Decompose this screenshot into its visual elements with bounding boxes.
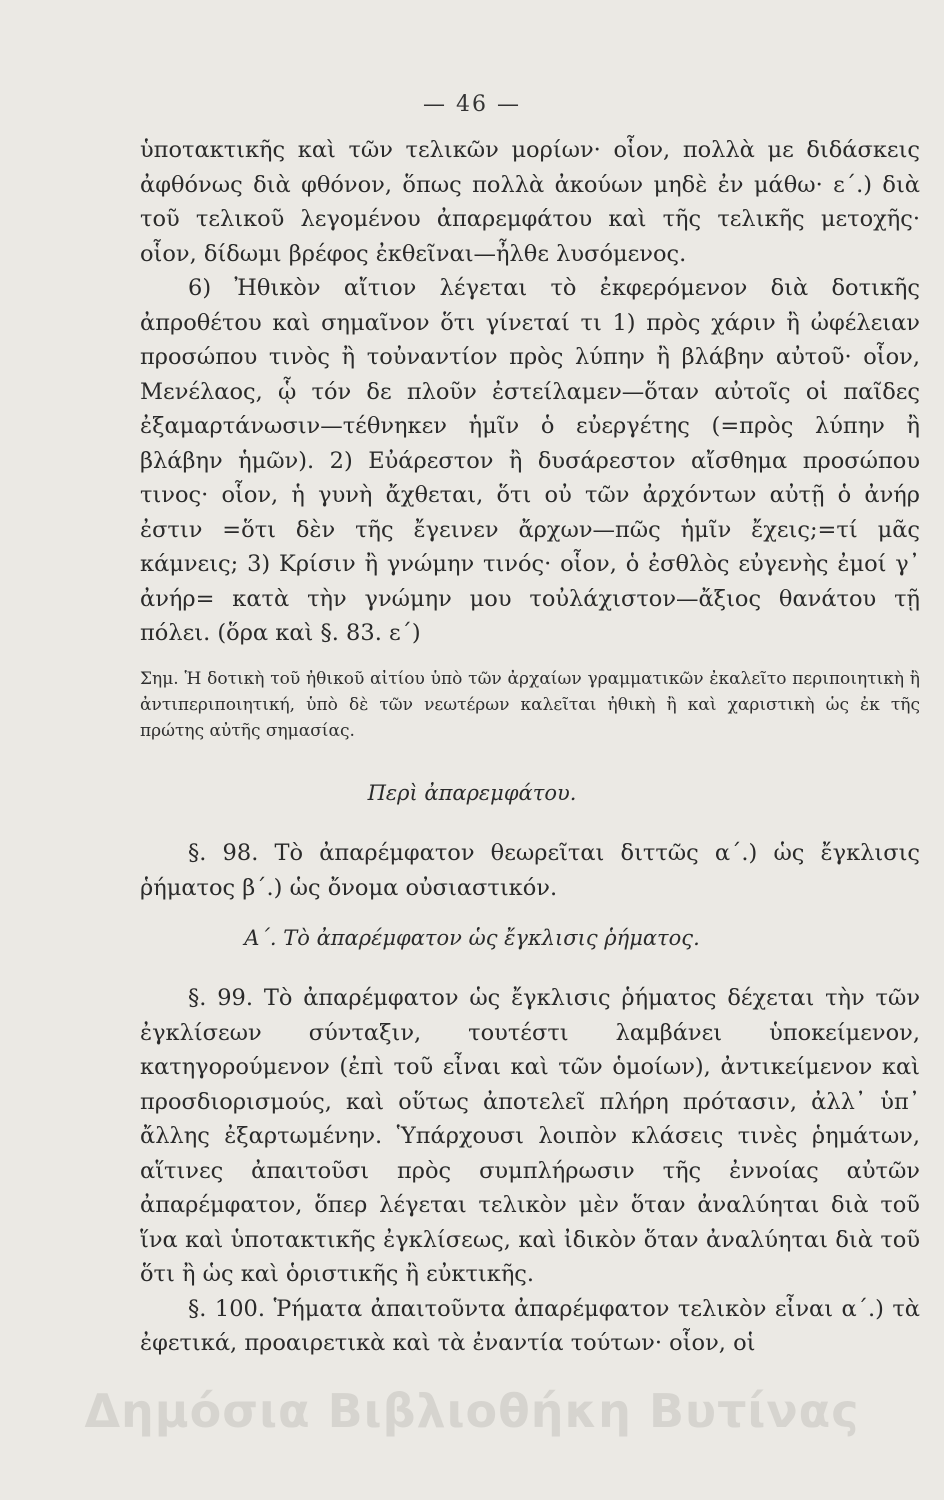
- page-number: — 46 —: [423, 92, 521, 117]
- section-98-text: §. 98. Τὸ ἀπαρέμφατον θεωρεῖται διττῶς α΄.) ὡς ἔγκλισις ῥήματος β΄.) ὡς ὄνομα οὐσιαστικόν.: [140, 840, 920, 901]
- footnote: [140, 666, 920, 744]
- section-98: [140, 836, 920, 905]
- library-watermark: Δημόσια Βιβλιοθήκη Βυτίνας: [84, 1384, 860, 1438]
- section-99-text: §. 99. Τὸ ἀπαρέμφατον ὡς ἔγκλισις ῥήματος δέχεται τὴν τῶν ἐγκλίσεων σύνταξιν, τουτέστι λαμβάνει ὑποκείμενον, κατηγορούμενον (ἐπὶ τοῦ εἶναι καὶ τῶν ὁμοίων), ἀντικείμενον καὶ προσδιορισμούς, καὶ οὕτως ἀποτελεῖ πλήρη πρότασιν, ἀλλ᾽ ὑπ᾽ ἄλλης ἐξαρτωμένην. Ὑπάρχουσι λοιπὸν κλάσεις τινὲς ῥημάτων, αἵτινες ἀπαιτοῦσι πρὸς συμπλήρωσιν τῆς ἐννοίας αὐτῶν ἀπαρέμφατον, ὅπερ λέγεται τελικὸν μὲν ὅταν ἀναλύηται διὰ τοῦ ἵνα καὶ ὑποτακτικῆς ἐγκλίσεως, καὶ ἰδικὸν ὅταν ἀναλύηται διὰ τοῦ ὅτι ἢ ὡς καὶ ὁριστικῆς ἢ εὐκτικῆς.: [140, 985, 920, 1287]
- main-text: [140, 133, 920, 651]
- section-100-text: §. 100. Ῥήματα ἀπαιτοῦντα ἀπαρέμφατον τελικὸν εἶναι α΄.) τὰ ἐφετικά, προαιρετικὰ καὶ τὰ ἐναντία τούτων· οἷον, οἱ: [140, 1295, 920, 1356]
- footnote-text: Σημ. Ἡ δοτικὴ τοῦ ἠθικοῦ αἰτίου ὑπὸ τῶν ἀρχαίων γραμματικῶν ἐκαλεῖτο περιποιητικὴ ἢ ἀντιπεριποιητική, ὑπὸ δὲ τῶν νεωτέρων καλεῖται ἠθικὴ ἢ καὶ χαριστικὴ ὡς ἐκ τῆς πρώτης αὐτῆς σημασίας.: [140, 669, 920, 741]
- section-99-100: [140, 981, 920, 1361]
- paragraph-continuation: ὑποτακτικῆς καὶ τῶν τελικῶν μορίων· οἷον, πολλὰ με διδάσκεις ἀφθόνως διὰ φθόνον, ὅπως πολλὰ ἀκούων μηδὲ ἐν μάθω· ε΄.) διὰ τοῦ τελικοῦ λεγομένου ἀπαρεμφάτου καὶ τῆς τελικῆς μετοχῆς· οἷον, δίδωμι βρέφος ἐκθεῖναι—ἦλθε λυσόμενος.: [140, 137, 920, 267]
- subsection-heading: Α΄. Τὸ ἀπαρέμφατον ὡς ἔγκλισις ῥήματος.: [244, 926, 700, 950]
- paragraph-ethical-cause: 6) Ἠθικὸν αἴτιον λέγεται τὸ ἐκφερόμενον διὰ δοτικῆς ἀπροθέτου καὶ σημαῖνον ὅτι γίνεταί τι 1) πρὸς χάριν ἢ ὠφέλειαν προσώπου τινὸς ἢ τοὐναντίον πρὸς λύπην ἢ βλάβην αὐτοῦ· οἷον, Μενέλαος, ᾧ τόν δε πλοῦν ἐστείλαμεν—ὅταν αὐτοῖς οἱ παῖδες ἐξαμαρτάνωσιν—τέθνηκεν ἡμῖν ὁ εὐεργέτης (=πρὸς λύπην ἢ βλάβην ἡμῶν). 2) Εὐάρεστον ἢ δυσάρεστον αἴσθημα προσώπου τινος· οἷον, ἡ γυνὴ ἄχθεται, ὅτι οὐ τῶν ἀρχόντων αὐτῇ ὁ ἀνήρ ἐστιν =ὅτι δὲν τῆς ἔγεινεν ἄρχων—πῶς ἡμῖν ἔχεις;=τί μᾶς κάμνεις; 3) Κρίσιν ἢ γνώμην τινός· οἷον, ὁ ἐσθλὸς εὐγενὴς ἐμοί γ᾽ ἀνήρ= κατὰ τὴν γνώμην μου τοὐλάχιστον—ἄξιος θανάτου τῇ πόλει. (ὅρα καὶ §. 83. ε΄): [140, 275, 920, 646]
- section-heading-infinitive: Περὶ ἀπαρεμφάτου.: [367, 781, 577, 805]
